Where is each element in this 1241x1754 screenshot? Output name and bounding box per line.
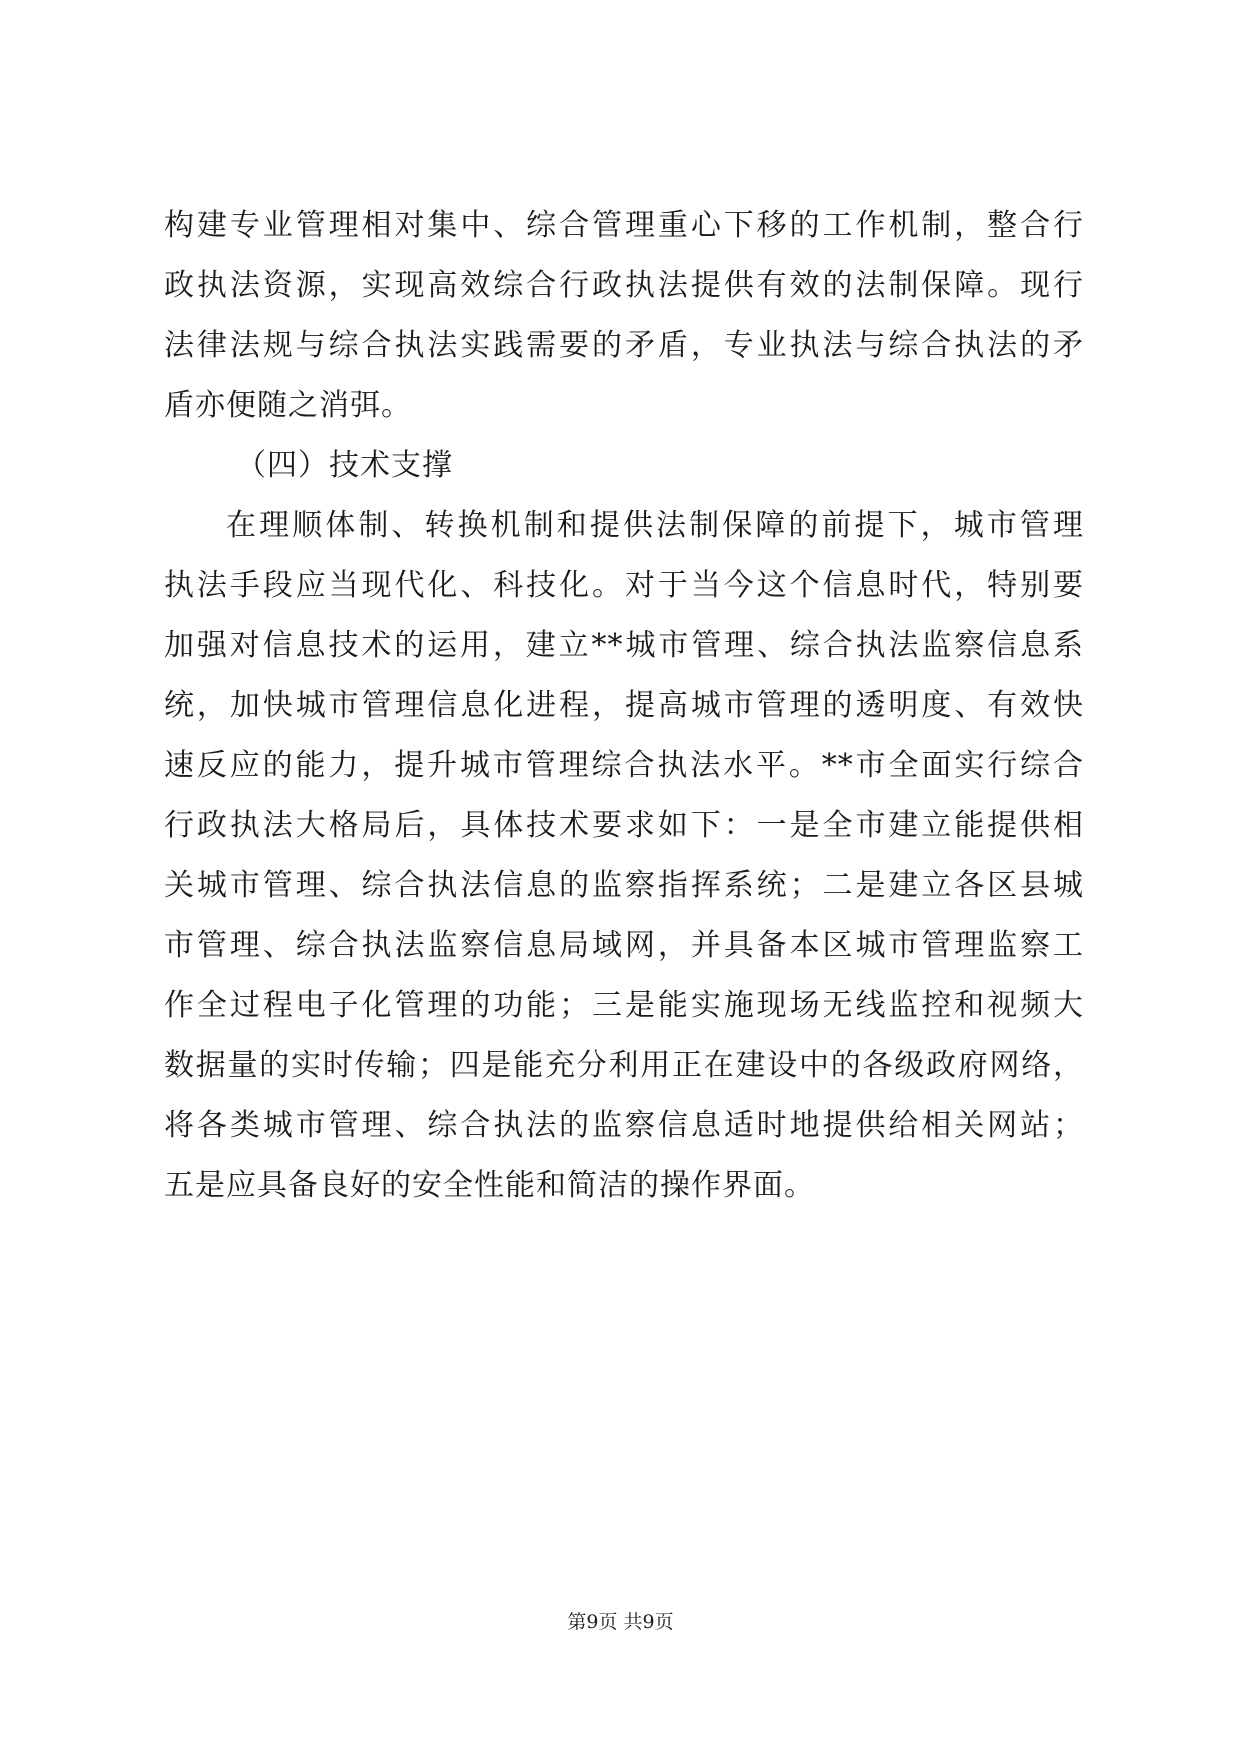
text-line: 法律法规与综合执法实践需要的矛盾，专业执法与综合执法的矛 [164,328,1084,363]
text-line: 数据量的实时传输；四是能充分利用正在建设中的各级政府网络， [164,1048,1084,1083]
text-line: 执法手段应当现代化、科技化。对于当今这个信息时代，特别要 [164,568,1084,603]
text-line: 市管理、综合执法监察信息局域网，并具备本区城市管理监察工 [164,928,1084,963]
document-body [164,196,1084,1216]
page-number-footer: 第9页 共9页 [567,1611,674,1633]
text-line: 统，加快城市管理信息化进程，提高城市管理的透明度、有效快 [164,688,1084,723]
text-line: 行政执法大格局后，具体技术要求如下：一是全市建立能提供相 [164,808,1084,843]
paragraph-technical-support [164,496,1084,1216]
text-line: 构建专业管理相对集中、综合管理重心下移的工作机制，整合行 [164,208,1084,243]
paragraph-legal-guarantee [164,196,1084,436]
text-line: 在理顺体制、转换机制和提供法制保障的前提下，城市管理 [226,508,1084,543]
text-line: 作全过程电子化管理的功能；三是能实施现场无线监控和视频大 [164,988,1084,1023]
text-line: 政执法资源，实现高效综合行政执法提供有效的法制保障。现行 [164,268,1084,303]
section-heading: （四）技术支撑 [236,448,453,483]
text-line: 加强对信息技术的运用，建立**城市管理、综合执法监察信息系 [164,628,1084,663]
text-line: 盾亦便随之消弭。 [164,388,412,423]
text-line: 速反应的能力，提升城市管理综合执法水平。**市全面实行综合 [164,748,1084,783]
text-line: 五是应具备良好的安全性能和简洁的操作界面。 [164,1168,815,1203]
text-line: 关城市管理、综合执法信息的监察指挥系统；二是建立各区县城 [164,868,1084,903]
text-line: 将各类城市管理、综合执法的监察信息适时地提供给相关网站； [164,1108,1084,1143]
